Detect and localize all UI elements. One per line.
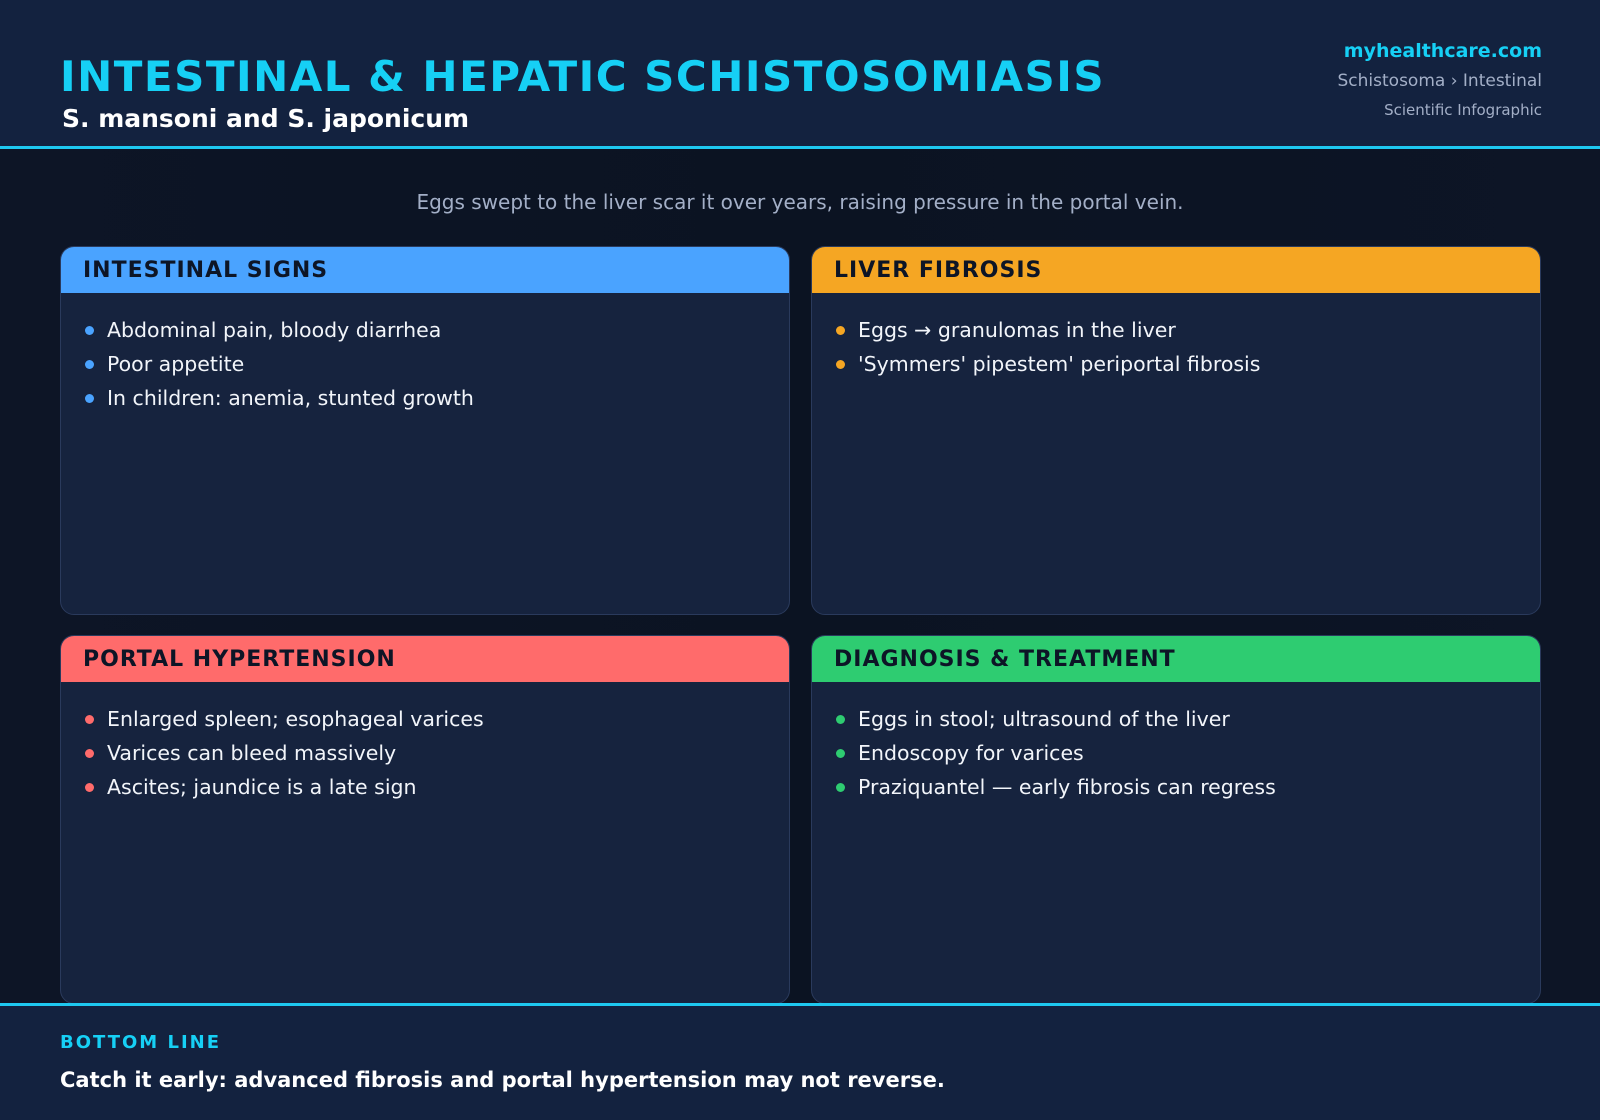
list-item <box>836 347 1540 381</box>
bullet-dot-icon <box>836 749 845 758</box>
brand-link[interactable]: myhealthcare.com <box>1343 40 1542 62</box>
list-item-text: Poor appetite <box>107 352 245 376</box>
header <box>0 0 1600 149</box>
list-item-text: In children: anemia, stunted growth <box>107 386 474 410</box>
card-list <box>812 293 1540 381</box>
list-item-text: Endoscopy for varices <box>858 741 1084 765</box>
list-item <box>836 702 1540 736</box>
bullet-dot-icon <box>836 783 845 792</box>
page-title: INTESTINAL & HEPATIC SCHISTOSOMIASIS <box>60 52 1106 101</box>
list-item-text: Praziquantel — early fibrosis can regress <box>858 775 1276 799</box>
list-item <box>85 736 789 770</box>
card-portal-hypertension <box>60 635 790 1004</box>
card-header: PORTAL HYPERTENSION <box>61 636 789 682</box>
bottom-line-text: Catch it early: advanced fibrosis and portal hypertension may not reverse. <box>60 1068 945 1092</box>
card-list <box>812 682 1540 804</box>
list-item-text: Eggs in stool; ultrasound of the liver <box>858 707 1230 731</box>
lead-text: Eggs swept to the liver scar it over years, raising pressure in the portal vein. <box>416 190 1184 214</box>
bullet-dot-icon <box>836 326 845 335</box>
list-item-text: Enlarged spleen; esophageal varices <box>107 707 484 731</box>
card-list <box>61 682 789 804</box>
list-item-text: Varices can bleed massively <box>107 741 397 765</box>
document-type-label: Scientific Infographic <box>1384 101 1542 119</box>
list-item-text: Ascites; jaundice is a late sign <box>107 775 417 799</box>
list-item <box>85 770 789 804</box>
list-item-text: Eggs → granulomas in the liver <box>858 318 1176 342</box>
bullet-dot-icon <box>836 715 845 724</box>
list-item <box>836 770 1540 804</box>
list-item-text: Abdominal pain, bloody diarrhea <box>107 318 442 342</box>
card-list <box>61 293 789 415</box>
card-header: INTESTINAL SIGNS <box>61 247 789 293</box>
list-item-text: 'Symmers' pipestem' periportal fibrosis <box>858 352 1261 376</box>
list-item <box>85 347 789 381</box>
card-intestinal-signs <box>60 246 790 615</box>
card-header: DIAGNOSIS & TREATMENT <box>812 636 1540 682</box>
bullet-dot-icon <box>85 783 94 792</box>
page-subtitle: S. mansoni and S. japonicum <box>62 104 470 133</box>
list-item <box>85 702 789 736</box>
bullet-dot-icon <box>85 749 94 758</box>
list-item <box>85 381 789 415</box>
bullet-dot-icon <box>85 394 94 403</box>
footer <box>0 1003 1600 1120</box>
list-item <box>836 736 1540 770</box>
bottom-line-label: BOTTOM LINE <box>60 1032 221 1053</box>
breadcrumb: Schistosoma › Intestinal <box>1337 71 1542 91</box>
bullet-dot-icon <box>85 326 94 335</box>
bullet-dot-icon <box>85 360 94 369</box>
card-liver-fibrosis <box>811 246 1541 615</box>
bullet-dot-icon <box>836 360 845 369</box>
list-item <box>836 313 1540 347</box>
card-header: LIVER FIBROSIS <box>812 247 1540 293</box>
bullet-dot-icon <box>85 715 94 724</box>
card-diagnosis-treatment <box>811 635 1541 1004</box>
list-item <box>85 313 789 347</box>
